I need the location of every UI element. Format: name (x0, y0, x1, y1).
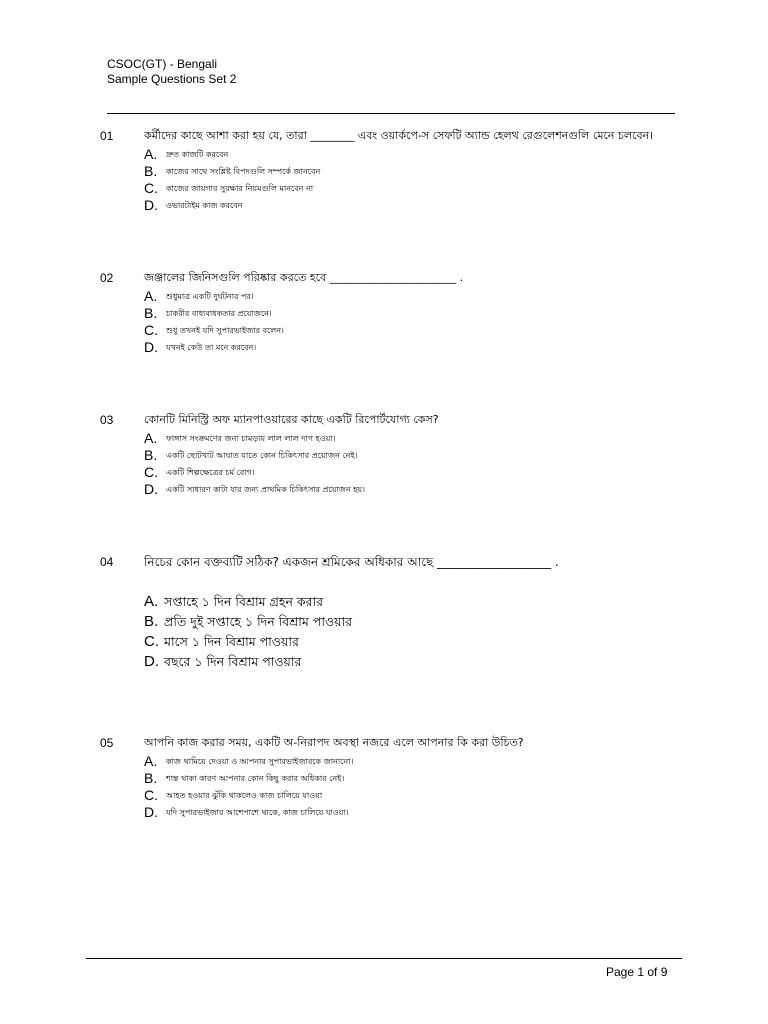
option-a (144, 288, 284, 305)
option-a (144, 592, 352, 612)
option-letter: C. (144, 322, 158, 338)
header-subtitle: Sample Questions Set 2 (107, 72, 237, 86)
option-letter: D. (144, 339, 158, 355)
header-title: CSOC(GT) - Bengali (107, 57, 218, 71)
option-text: একটি সাধারণ কাটা যার জন্য প্রাথমিক চিকিৎসার প্রয়োজন হয়। (166, 485, 365, 494)
option-text: যখনই কেউ তা মনে করবেন। (166, 343, 257, 352)
option-letter: B. (144, 770, 158, 786)
option-letter: A. (144, 146, 158, 162)
option-d (144, 197, 320, 214)
option-list (144, 753, 353, 821)
option-d (144, 652, 352, 672)
option-text: কাজের জায়গার সুরক্ষার নিয়মগুলি মানবেন না (166, 184, 314, 193)
option-letter: B. (144, 305, 158, 321)
option-text: চাকরীর বাধ্যবাধকতার প্রয়োজনে। (166, 309, 272, 318)
option-letter: B. (144, 447, 158, 463)
option-list (144, 430, 365, 498)
page-number: Page 1 of 9 (606, 965, 668, 979)
option-text: শুধু তখনই যদি সুপারভাইজার বলেন। (166, 326, 284, 335)
question-text: আপনি কাজ করার সময়, একটি অ-নিরাপদ অবস্থা নজরে এলে আপনার কি করা উচিত? (144, 736, 524, 749)
option-text: আহত হওয়ার ঝুঁকি থাকলেও কাজ চালিয়ে যাওয়া (166, 791, 323, 800)
question-number: 02 (100, 271, 114, 285)
question-text: জঞ্জালের জিনিসগুলি পরিষ্কার করতে হবে _______________________ . (144, 271, 464, 284)
question-number: 04 (100, 555, 114, 569)
option-text: যদি সুপারভাইজার আশেপাশে থাকে, কাজ চালিয়ে যাওয়া। (166, 808, 349, 817)
option-letter: C. (144, 464, 158, 480)
header-divider (107, 113, 675, 114)
option-text: একটি শিল্পক্ষেত্রের চর্ম রোগ। (166, 468, 255, 477)
option-text: সপ্তাহে ১ দিন বিশ্রাম গ্রহন করার (164, 594, 324, 609)
option-text: শান্ত থাকা কারণ আপনার কোন কিছু করার অধিকার নেই। (166, 774, 345, 783)
option-b (144, 612, 352, 632)
option-text: দ্রুত কাজটি করবেন (166, 150, 229, 159)
option-d (144, 804, 353, 821)
option-letter: C. (144, 180, 158, 196)
option-letter: D. (144, 481, 158, 497)
footer-divider (86, 958, 682, 959)
option-text: মাসে ১ দিন বিশ্রাম পাওয়ার (164, 634, 299, 649)
option-letter: B. (144, 613, 159, 630)
option-d (144, 339, 284, 356)
option-c (144, 322, 284, 339)
option-a (144, 753, 353, 770)
option-b (144, 163, 320, 180)
option-list (144, 146, 320, 214)
option-letter: B. (144, 163, 158, 179)
option-letter: A. (144, 430, 158, 446)
option-text: প্রতি দুই সপ্তাহে ১ দিন বিশ্রাম পাওয়ার (164, 614, 353, 629)
option-text: কাজের সাথে সংশ্লিষ্ট বিপদগুলি সম্পর্কে জানবেন (166, 167, 321, 176)
question-text: কোনটি মিনিস্ট্রি অফ ম্যানপাওয়ারের কাছে একটি রিপোর্টযোগ্য কেস? (144, 413, 439, 426)
option-d (144, 481, 365, 498)
document-header (107, 57, 236, 87)
question-number: 01 (100, 129, 114, 143)
option-text: ওভারটাইম কাজ করবেন (166, 201, 243, 210)
option-a (144, 430, 365, 447)
option-letter: A. (144, 753, 158, 769)
option-c (144, 464, 365, 481)
option-c (144, 787, 353, 804)
option-list (144, 592, 352, 672)
option-text: কাজ থামিয়ে দেওয়া ও আপনার সুপারভাইজারকে জানানো। (166, 757, 354, 766)
option-letter: D. (144, 197, 158, 213)
option-text: বছরে ১ দিন বিশ্রাম পাওয়ার (164, 654, 302, 669)
option-b (144, 447, 365, 464)
option-letter: D. (144, 653, 159, 670)
option-b (144, 305, 284, 322)
question-number: 05 (100, 736, 114, 750)
question-text: নিচের কোন বক্তব্যটি সঠিক? একজন শ্রমিকের অধিকার আছে ___________________ . (144, 555, 559, 569)
question-text: কর্মীদের কাছে আশা করা হয় যে, তারা ________ এবং ওয়ার্কপে-স সেফটি অ্যান্ড হেলথ রেগুলেশনগুলি মেনে চলবেন। (144, 129, 654, 142)
option-c (144, 632, 352, 652)
option-letter: D. (144, 804, 158, 820)
option-text: একটি ছোটখাট আঘাত যাতে কোন চিকিৎসার প্রয়োজন নেই। (166, 451, 358, 460)
option-b (144, 770, 353, 787)
option-c (144, 180, 320, 197)
option-letter: C. (144, 633, 159, 650)
option-text: শুধুমাত্র একটি দুর্ঘটনার পর। (166, 292, 254, 301)
option-a (144, 146, 320, 163)
option-letter: A. (144, 288, 158, 304)
option-letter: A. (144, 593, 159, 610)
option-list (144, 288, 284, 356)
question-number: 03 (100, 413, 114, 427)
option-text: ফাঙ্গাস সংক্রমণের জন্য চামড়ায় লাল লাল দাগ হওয়া। (166, 434, 336, 443)
option-letter: C. (144, 787, 158, 803)
